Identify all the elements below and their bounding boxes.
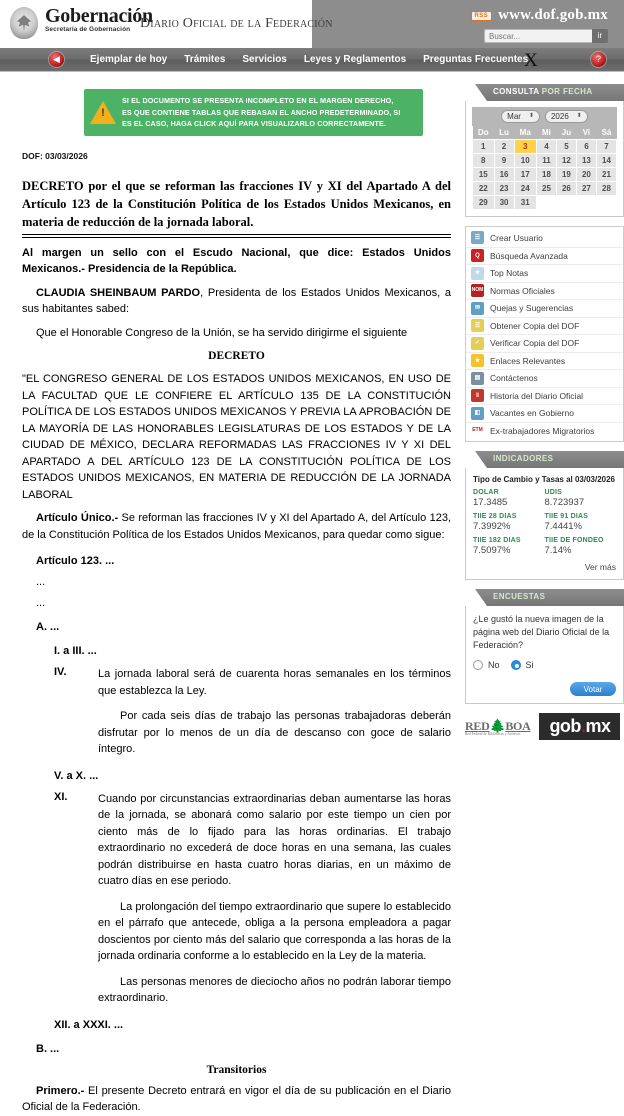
survey-panel bbox=[465, 589, 624, 704]
chevron-updown-icon: ⬍ bbox=[528, 112, 534, 119]
dof-publication-date: DOF: 03/03/2026 bbox=[22, 150, 88, 161]
title-rule bbox=[22, 237, 451, 238]
menu-item-historia-del-diario-oficial[interactable] bbox=[466, 387, 623, 405]
nom-icon: NOM bbox=[471, 284, 484, 297]
articulo-123-heading: Artículo 123. ... bbox=[36, 555, 115, 568]
fracciones-v-x: V. a X. ... bbox=[54, 769, 99, 782]
calendar-week-row bbox=[473, 168, 617, 182]
nav-item-servicios[interactable]: Servicios bbox=[242, 54, 287, 65]
redboa-boa: BOA bbox=[505, 718, 531, 733]
document-content bbox=[0, 72, 465, 1116]
calendar-table bbox=[472, 126, 617, 210]
chevron-updown-icon: ⬍ bbox=[576, 112, 582, 119]
indicator-value: 8.723937 bbox=[544, 497, 585, 508]
indicator-value: 7.5097% bbox=[473, 545, 511, 556]
calendar-day-2[interactable]: 2 bbox=[494, 140, 514, 154]
menu-item-label: Ex-trabajadores Migratorios bbox=[490, 425, 595, 436]
redboa-caption: Red Federal de Bibliotecas y Archivos bbox=[465, 731, 521, 736]
survey-radio-si[interactable] bbox=[511, 660, 521, 670]
menu-item-label: Top Notas bbox=[490, 268, 529, 279]
nav-item-leyes-y-reglamentos[interactable]: Leyes y Reglamentos bbox=[303, 54, 407, 65]
indicator-cell bbox=[545, 537, 617, 556]
fraccion-xi-paragraph-3: Las personas menores de dieciocho años no podrán laborar tiempo extraordinario. bbox=[98, 975, 451, 1005]
calendar-selectors bbox=[472, 107, 617, 126]
contact-card-icon: ▤ bbox=[471, 372, 484, 385]
calendar-day-24[interactable]: 24 bbox=[514, 182, 536, 196]
indicator-cell bbox=[473, 537, 545, 556]
menu-item-vacantes-en-gobierno[interactable] bbox=[466, 404, 623, 422]
menu-item-label: Obtener Copia del DOF bbox=[490, 320, 580, 331]
congress-block: "EL CONGRESO GENERAL DE LOS ESTADOS UNIDOS MEXICANOS, EN USO DE LA FACULTAD QUE LE CONFIERE EL ARTÍCULO 135 DE LA CONSTITUCIÓN POLÍTICA DE LOS ESTADOS UNIDOS MEXICANOS Y PREVIA LA APROBACIÓN DE LA MAYORÍA DE LAS HONORABLES LEGISLATURAS DE LOS ESTADOS Y DE LA CIUDAD DE MÉXICO, DECLARA REFORMADAS LAS FRACCIONES IV Y XI DEL APARTADO A DEL ARTÍCULO 123 DE LA CONSTITUCIÓN POLÍTICA DE LOS ESTADOS UNIDOS MEXICANOS, EN MATERIA DE REDUCCIÓN DE LA JORNADA LABORAL bbox=[22, 373, 451, 501]
site-header bbox=[0, 0, 624, 48]
user-add-icon: ☰ bbox=[471, 231, 484, 244]
calendar-day-14[interactable]: 14 bbox=[596, 154, 616, 168]
verify-doc-icon: ✓ bbox=[471, 337, 484, 350]
apartado-a-heading: A. ... bbox=[36, 621, 60, 634]
survey-panel-header bbox=[465, 589, 624, 606]
weekday-vi: Vi bbox=[576, 126, 596, 140]
main-navigation bbox=[0, 48, 624, 72]
menu-item-top-notas[interactable] bbox=[466, 264, 623, 282]
survey-label-si: Si bbox=[525, 660, 534, 671]
calendar-day-18[interactable]: 18 bbox=[536, 168, 556, 182]
search-icon: Q bbox=[471, 249, 484, 262]
redboa-logo[interactable] bbox=[465, 718, 530, 736]
etm-icon: ETM bbox=[472, 427, 483, 434]
org-subtitle: Secretaría de Gobernación bbox=[45, 26, 131, 33]
menu-item-enlaces-relevantes[interactable] bbox=[466, 352, 623, 370]
warning-triangle-icon bbox=[90, 101, 116, 124]
weekday-ju: Ju bbox=[556, 126, 576, 140]
articulo-unico-text: Se reforman las fracciones IV y XI del Apartado A, del Artículo 123, de la Constitución Política de los Estados Unidos Mexicanos, para quedar como sigue: bbox=[22, 512, 451, 541]
year-select[interactable] bbox=[545, 110, 588, 123]
leaf-icon: 🌲 bbox=[489, 717, 506, 733]
nav-item-ejemplar-de-hoy[interactable]: Ejemplar de hoy bbox=[90, 54, 168, 65]
indicator-value: 7.3992% bbox=[473, 521, 511, 532]
calendar-day-31[interactable]: 31 bbox=[514, 196, 536, 210]
indicator-name: UDIS bbox=[544, 489, 563, 496]
menu-item-cont-ctenos[interactable] bbox=[466, 369, 623, 387]
fraccion-iv-number: IV. bbox=[54, 666, 67, 679]
indicators-body bbox=[465, 468, 624, 580]
search-submit-button[interactable]: ir bbox=[592, 29, 608, 43]
calendar-day-29[interactable]: 29 bbox=[473, 196, 495, 210]
calendar-day-28[interactable]: 28 bbox=[596, 182, 616, 196]
indicator-name: DOLAR bbox=[473, 489, 499, 496]
calendar-day-27[interactable]: 27 bbox=[576, 182, 596, 196]
transitorios-heading: Transitorios bbox=[206, 1063, 267, 1076]
gobmx-dot: . bbox=[580, 716, 586, 737]
menu-item-label: Quejas y Sugerencias bbox=[490, 303, 574, 314]
star-doc-icon: ★ bbox=[471, 267, 484, 280]
mailbox-icon: ✉ bbox=[471, 302, 484, 315]
copy-doc-icon: ☰ bbox=[471, 319, 484, 332]
calendar-day-9[interactable]: 9 bbox=[494, 154, 514, 168]
fracciones-xii-xxxi: XII. a XXXI. ... bbox=[54, 1018, 124, 1031]
calendar-day-11[interactable]: 11 bbox=[536, 154, 556, 168]
calendar-day-6[interactable]: 6 bbox=[576, 140, 596, 154]
calendar-weekday-row bbox=[473, 126, 617, 140]
calendar-empty-cell bbox=[576, 196, 596, 210]
indicators-panel-title: INDICADORES bbox=[493, 454, 554, 463]
menu-item-label: Contáctenos bbox=[490, 373, 538, 384]
header-right-zone bbox=[471, 7, 608, 43]
calendar-day-8[interactable]: 8 bbox=[473, 154, 495, 168]
fraccion-iv-paragraph-2: Por cada seis días de trabajo las personas trabajadoras deberán disfrutar por lo menos de un día de descanso con goce de salario íntegro. bbox=[98, 710, 451, 756]
calendar-panel bbox=[465, 84, 624, 217]
fraccion-iv bbox=[54, 666, 451, 699]
calendar-day-10[interactable]: 10 bbox=[514, 154, 536, 168]
sidebar bbox=[465, 72, 624, 740]
survey-body bbox=[465, 606, 624, 704]
primero-text: El presente Decreto entrará en vigor el día de su publicación en el Diario Oficial de la Federación. bbox=[22, 1084, 451, 1114]
calendar-day-13[interactable]: 13 bbox=[576, 154, 596, 168]
apartado-b-heading: B. ... bbox=[36, 1042, 60, 1055]
primero-paragraph bbox=[22, 1083, 451, 1116]
month-value: Mar bbox=[507, 112, 521, 121]
survey-label-no: No bbox=[488, 660, 500, 671]
calendar-day-16[interactable]: 16 bbox=[494, 168, 514, 182]
indicator-cell bbox=[545, 489, 617, 508]
fraccion-xi-paragraph-2: La prolongación del tiempo extraordinario que supere lo establecido en el párrafo que antecede, obliga a la persona empleadora a pagar doscientos por ciento más del salario que corresponda a las horas de la jornada ordinaria conforme a lo establecido en la Ley de la materia. bbox=[98, 900, 451, 963]
rss-icon[interactable]: RSS bbox=[471, 11, 493, 21]
gobmx-text: gob bbox=[549, 716, 581, 737]
month-select[interactable] bbox=[501, 110, 540, 123]
menu-item-label: Vacantes en Gobierno bbox=[490, 408, 574, 419]
nav-item-tramites[interactable]: Trámites bbox=[184, 54, 226, 65]
indicator-name: TIIE 182 DIAS bbox=[473, 537, 521, 544]
calendar-empty-cell bbox=[536, 196, 556, 210]
menu-item-obtener-copia-del-dof[interactable] bbox=[466, 317, 623, 335]
fraccion-xi-number: XI. bbox=[54, 790, 68, 803]
calendar-title-light: POR FECHA bbox=[539, 87, 593, 96]
menu-item-normas-oficiales[interactable] bbox=[466, 282, 623, 300]
warning-line-3: ES EL CASO, HAGA CLICK AQUÍ PARA VISUALIZARLO CORRECTAMENTE. bbox=[122, 119, 386, 129]
calendar-day-30[interactable]: 30 bbox=[494, 196, 514, 210]
calendar-day-19[interactable]: 19 bbox=[556, 168, 576, 182]
menu-item-quejas-y-sugerencias[interactable] bbox=[466, 299, 623, 317]
back-icon[interactable]: ◀ bbox=[49, 52, 64, 67]
calendar-title-strong: CONSULTA bbox=[493, 87, 540, 96]
decree-title: DECRETO por el que se reforman las fracciones IV y XI del Apartado A del Artículo 123 de la Constitución Política de los Estados Unidos Mexicanos, en materia de reducción de la jornada laboral. bbox=[22, 177, 451, 235]
indicator-cell bbox=[545, 513, 617, 532]
articulo-unico-label: Artículo Único.- bbox=[36, 512, 119, 525]
menu-item-label: Búsqueda Avanzada bbox=[490, 250, 568, 261]
x-social-icon[interactable]: X bbox=[524, 50, 538, 71]
dots-1: ... bbox=[36, 576, 46, 589]
calendar-empty-cell bbox=[596, 196, 616, 210]
calendar-panel-title bbox=[493, 87, 593, 96]
indicators-panel-header bbox=[465, 451, 624, 468]
calendar-day-26[interactable]: 26 bbox=[556, 182, 576, 196]
survey-options bbox=[473, 660, 616, 670]
survey-question: ¿Le gustó la nueva imagen de la página web del Diario Oficial de la Federación? bbox=[473, 614, 610, 651]
fraccion-xi bbox=[54, 791, 451, 890]
calendar-day-21[interactable]: 21 bbox=[596, 168, 616, 182]
year-value: 2026 bbox=[550, 112, 569, 121]
weekday-do: Do bbox=[473, 126, 495, 140]
menu-item-b-squeda-avanzada[interactable] bbox=[466, 247, 623, 265]
calendar-panel-header bbox=[465, 84, 624, 101]
fraccion-xi-text: Cuando por circunstancias extraordinarias deban aumentarse las horas de la jornada, se abonará como salario por este tiempo un cien por ciento más de lo fijado para las horas ordinarias. El trabajo extraordinario no excederá de doce horas en una semana, las cuales podrán distribuirse en hasta cuatro horas diarias, en un máximo de cuatro días en ese periodo. bbox=[98, 792, 451, 888]
decreto-heading: DECRETO bbox=[208, 350, 265, 363]
calendar-day-5[interactable]: 5 bbox=[556, 140, 576, 154]
president-paragraph bbox=[22, 285, 451, 318]
help-icon[interactable]: ? bbox=[591, 52, 606, 67]
org-title: Gobernación bbox=[45, 5, 153, 27]
menu-item-label: Verificar Copia del DOF bbox=[490, 338, 580, 349]
gobmx-suffix: mx bbox=[585, 716, 611, 737]
indicators-panel bbox=[465, 451, 624, 580]
calendar-day-23[interactable]: 23 bbox=[494, 182, 514, 196]
calendar-week-row bbox=[473, 196, 617, 210]
menu-item-label: Crear Usuario bbox=[490, 232, 543, 243]
indicator-name: TIIE 28 DIAS bbox=[473, 513, 517, 520]
gobernacion-logo[interactable] bbox=[10, 6, 153, 39]
weekday-mi: Mi bbox=[536, 126, 556, 140]
president-name: CLAUDIA SHEINBAUM PARDO bbox=[36, 286, 201, 299]
briefcase-icon: ◧ bbox=[471, 407, 484, 420]
footer-logos bbox=[465, 713, 624, 740]
indicator-cell bbox=[473, 513, 545, 532]
calendar-day-3[interactable]: 3 bbox=[514, 140, 536, 154]
congress-line: Que el Honorable Congreso de la Unión, se ha servido dirigirme el siguiente bbox=[36, 326, 408, 339]
calendar-day-20[interactable]: 20 bbox=[576, 168, 596, 182]
calendar-day-12[interactable]: 12 bbox=[556, 154, 576, 168]
calendar-day-17[interactable]: 17 bbox=[514, 168, 536, 182]
calendar-week-row bbox=[473, 182, 617, 196]
menu-item-verificar-copia-del-dof[interactable] bbox=[466, 334, 623, 352]
indicators-subtitle: Tipo de Cambio y Tasas al 03/03/2026 bbox=[473, 475, 615, 484]
fraccion-iv-text: La jornada laboral será de cuarenta horas semanales en los términos que establezca la Ley. bbox=[98, 668, 451, 697]
indicator-value: 7.14% bbox=[544, 545, 572, 556]
articulo-unico-paragraph bbox=[22, 510, 451, 543]
warning-text bbox=[122, 95, 400, 130]
nav-item-preguntas-frecuentes[interactable]: Preguntas Frecuentes bbox=[423, 54, 529, 65]
site-url: www.dof.gob.mx bbox=[498, 7, 608, 23]
calendar-days bbox=[473, 140, 617, 210]
gobmx-logo[interactable] bbox=[539, 713, 620, 740]
calendar-day-4[interactable]: 4 bbox=[536, 140, 556, 154]
survey-panel-title: ENCUESTAS bbox=[493, 592, 546, 601]
fracciones-i-iii: I. a III. ... bbox=[54, 645, 97, 658]
incomplete-document-warning[interactable] bbox=[84, 89, 423, 136]
menu-item-label: Enlaces Relevantes bbox=[490, 355, 566, 366]
indicator-cell bbox=[473, 489, 545, 508]
books-icon: ‖ bbox=[471, 389, 484, 402]
seal-paragraph: Al margen un sello con el Escudo Nacional, que dice: Estados Unidos Mexicanos.- Presidencia de la República. bbox=[22, 246, 451, 276]
menu-item-label: Normas Oficiales bbox=[490, 285, 555, 296]
weekday-ma: Ma bbox=[514, 126, 536, 140]
nav-items bbox=[90, 54, 528, 65]
indicators-grid bbox=[473, 489, 616, 556]
calendar-empty-cell bbox=[556, 196, 576, 210]
indicator-name: TIIE 91 DIAS bbox=[544, 513, 589, 520]
menu-item-label: Historia del Diario Oficial bbox=[490, 390, 584, 401]
calendar-day-7[interactable]: 7 bbox=[596, 140, 616, 154]
national-eagle-icon bbox=[10, 7, 38, 39]
indicators-more-link[interactable]: Ver más bbox=[584, 562, 616, 572]
indicator-value: 17.3485 bbox=[473, 497, 508, 508]
vote-button[interactable]: Votar bbox=[570, 682, 616, 696]
president-rest: , Presidenta de los Estados Unidos Mexicanos, a sus habitantes sabed: bbox=[22, 286, 451, 316]
calendar-body bbox=[465, 101, 624, 217]
warning-line-2: ES QUE CONTIENE TABLAS QUE REBASAN EL ANCHO PREDETERMINADO, SI bbox=[122, 107, 401, 117]
warning-line-1: SI EL DOCUMENTO SE PRESENTA INCOMPLETO EN EL MARGEN DERECHO, bbox=[122, 96, 394, 105]
star-icon: ★ bbox=[471, 354, 484, 367]
menu-item-ex-trabajadores-migratorios[interactable] bbox=[466, 422, 623, 440]
survey-radio-no[interactable] bbox=[473, 660, 483, 670]
calendar-day-15[interactable]: 15 bbox=[473, 168, 495, 182]
calendar-week-row bbox=[473, 140, 617, 154]
primero-label: Primero.- bbox=[36, 1084, 85, 1097]
indicator-name: TIIE DE FONDEO bbox=[544, 537, 604, 544]
indicator-value: 7.4441% bbox=[544, 521, 583, 532]
sidebar-menu bbox=[465, 226, 624, 442]
calendar-day-1[interactable]: 1 bbox=[473, 140, 495, 154]
site-name: Diario Oficial de la Federación bbox=[140, 16, 333, 31]
weekday-sa: Sá bbox=[596, 126, 616, 140]
calendar-day-25[interactable]: 25 bbox=[536, 182, 556, 196]
redboa-red: RED bbox=[465, 718, 490, 733]
calendar-day-22[interactable]: 22 bbox=[473, 182, 495, 196]
menu-item-crear-usuario[interactable] bbox=[466, 229, 623, 247]
dots-2: ... bbox=[36, 597, 46, 610]
search-input[interactable] bbox=[484, 29, 592, 43]
calendar-week-row bbox=[473, 154, 617, 168]
weekday-lu: Lu bbox=[494, 126, 514, 140]
